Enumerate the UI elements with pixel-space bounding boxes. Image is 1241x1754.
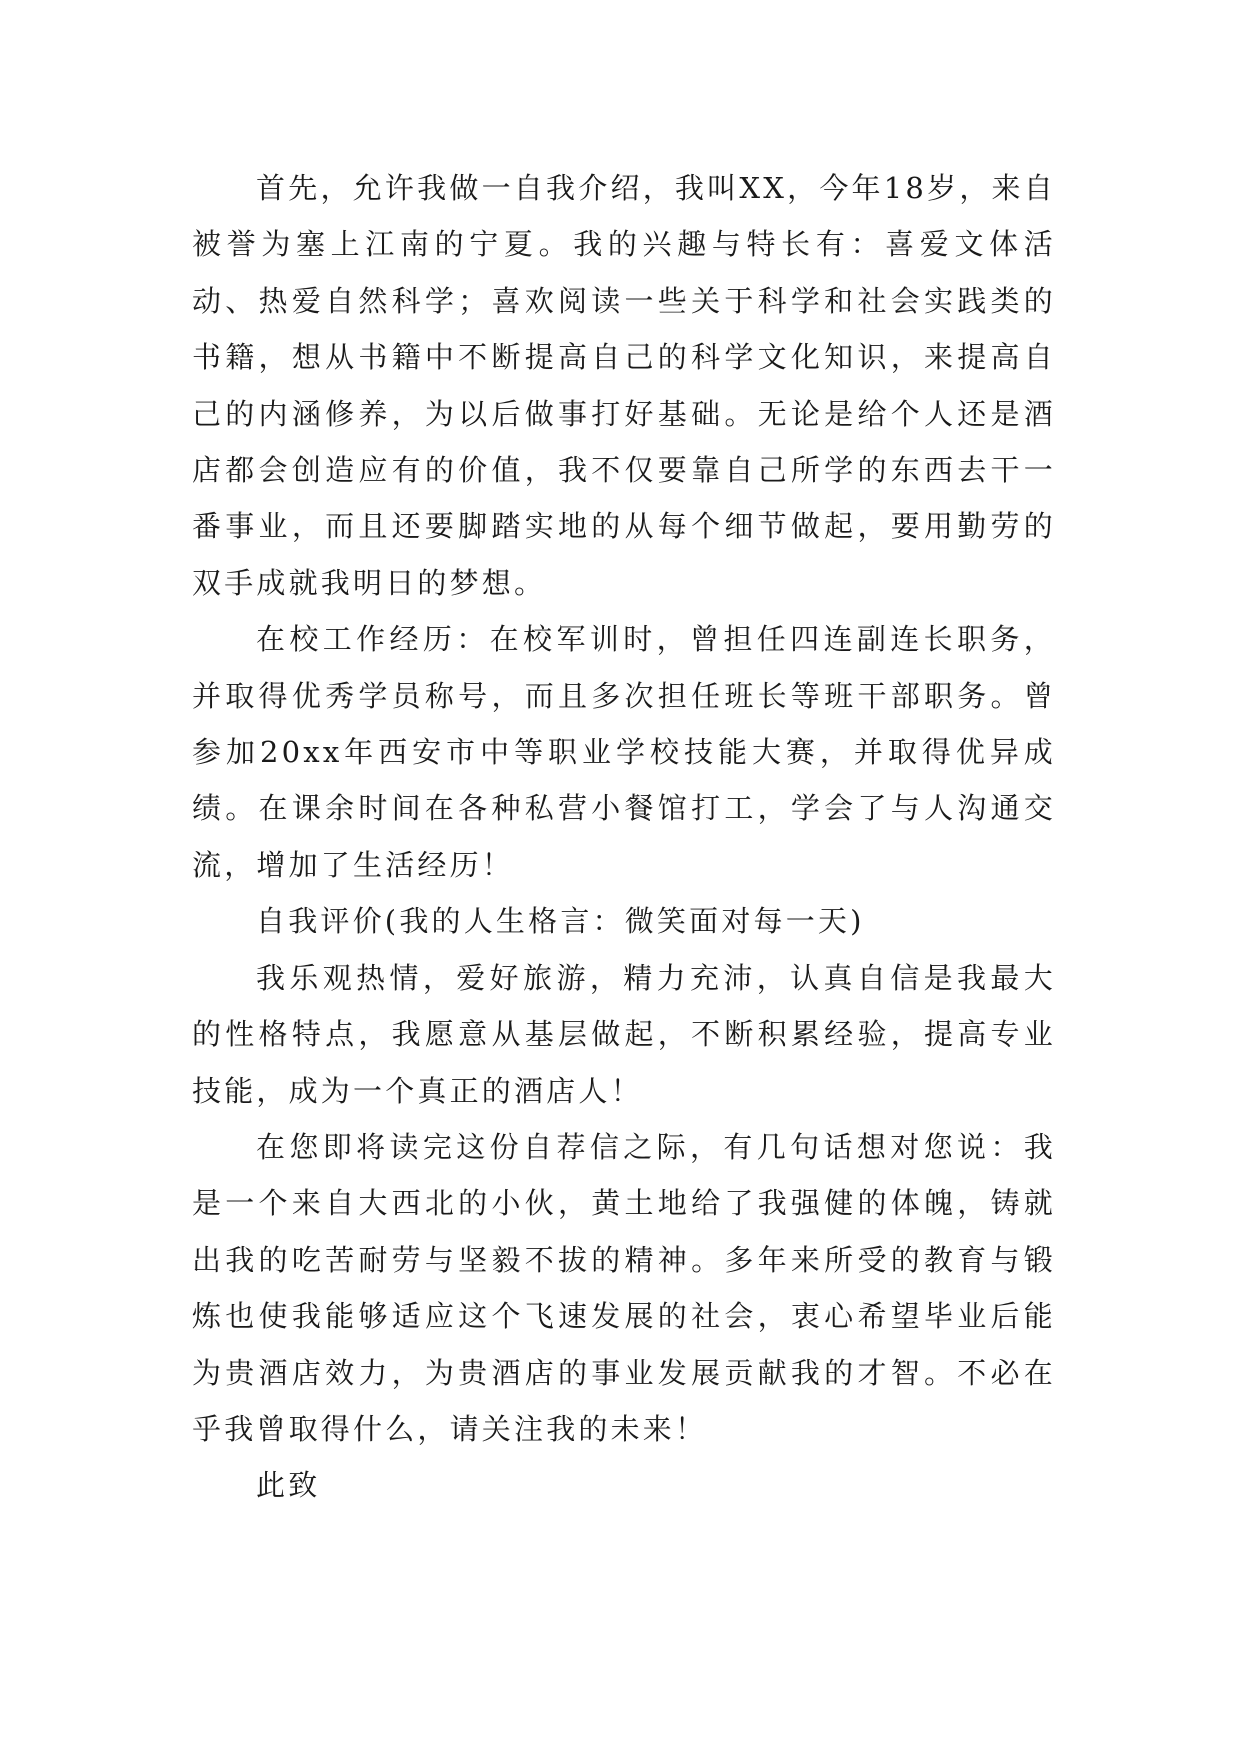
paragraph-introduction: 首先，允许我做一自我介绍，我叫XX，今年18岁，来自被誉为塞上江南的宁夏。我的兴趣与特长有：喜爱文体活动、热爱自然科学；喜欢阅读一些关于科学和社会实践类的书籍，想从书籍中不断提高自己的科学文化知识，来提高自己的内涵修养，为以后做事打好基础。无论是给个人还是酒店都会创造应有的价值，我不仅要靠自己所学的东西去干一番事业，而且还要脚踏实地的从每个细节做起，要用勤劳的双手成就我明日的梦想。 [192, 171, 1056, 600]
paragraph-closing-remarks: 在您即将读完这份自荐信之际，有几句话想对您说：我是一个来自大西北的小伙，黄土地给了我强健的体魄，铸就出我的吃苦耐劳与坚毅不拔的精神。多年来所受的教育与锻炼也使我能够适应这个飞速发展的社会，衷心希望毕业后能为贵酒店效力，为贵酒店的事业发展贡献我的才智。不必在乎我曾取得什么，请关注我的未来！ [192, 1129, 1056, 1446]
paragraph-school-experience: 在校工作经历：在校军训时，曾担任四连副连长职务，并取得优秀学员称号，而且多次担任班长等班干部职务。曾参加20xx年西安市中等职业学校技能大赛，并取得优异成绩。在课余时间在各种私营小餐馆打工，学会了与人沟通交流，增加了生活经历！ [192, 622, 1056, 882]
paragraph-self-evaluation: 我乐观热情，爱好旅游，精力充沛，认真自信是我最大的性格特点，我愿意从基层做起，不断积累经验，提高专业技能，成为一个真正的酒店人！ [192, 960, 1056, 1108]
document-body [192, 160, 1056, 1514]
paragraph-self-evaluation-heading: 自我评价(我的人生格言：微笑面对每一天) [256, 904, 865, 939]
paragraph-salutation: 此致 [256, 1468, 321, 1503]
